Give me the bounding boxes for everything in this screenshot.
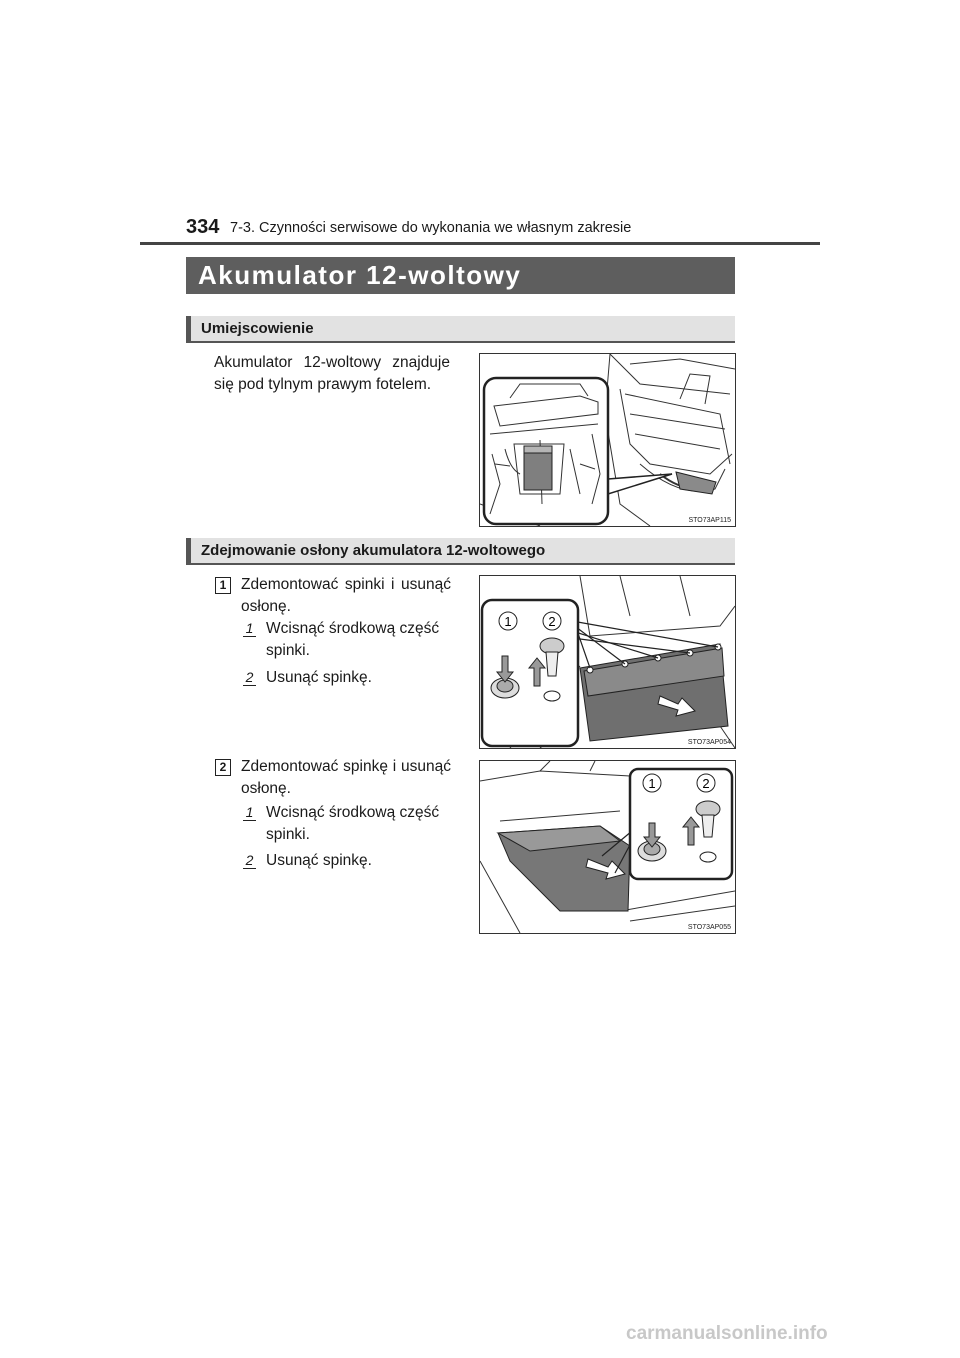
clip-removal-illustration-2 <box>480 761 735 933</box>
header-rule <box>140 242 820 245</box>
callout-1: 1 <box>504 614 512 629</box>
substep-text: Wcisnąć środkową część spinki. <box>266 804 440 843</box>
step-2-text: Zdemontować spinkę i usunąć osłonę. <box>241 758 451 797</box>
figure-code: STO73AP115 <box>688 517 731 524</box>
substep-number: 1 <box>243 805 256 821</box>
clip-removal-illustration-1 <box>480 576 735 748</box>
callout-2: 2 <box>702 776 710 791</box>
figure-code: STO73AP054 <box>687 739 731 746</box>
section-heading-location: Umiejscowienie <box>186 316 735 343</box>
battery-location-illustration <box>480 354 735 526</box>
figure-battery-location <box>479 353 736 527</box>
watermark: carmanualsonline.info <box>626 1323 828 1344</box>
figure-clips-step-1 <box>479 575 736 749</box>
callout-1: 1 <box>648 776 656 791</box>
substep-text: Usunąć spinkę. <box>266 852 372 869</box>
step-number-box: 1 <box>215 577 231 594</box>
chapter-title: 7-3. Czynności serwisowe do wykonania we własnym zakresie <box>230 220 632 236</box>
callout-2: 2 <box>548 614 556 629</box>
page-title: Akumulator 12-woltowy <box>186 257 735 294</box>
substep-text: Usunąć spinkę. <box>266 669 372 686</box>
page-number: 334 <box>186 216 220 238</box>
step-1-text: Zdemontować spinki i usunąć osłonę. <box>241 576 451 615</box>
substep-text: Wcisnąć środkową część spinki. <box>266 620 440 659</box>
figure-code: STO73AP055 <box>687 924 731 931</box>
substep-number: 1 <box>243 621 256 637</box>
figure-clips-step-2 <box>479 760 736 934</box>
substep-number: 2 <box>243 670 256 686</box>
step-number-box: 2 <box>215 759 231 776</box>
location-text: Akumulator 12-woltowy znajduje się pod tylnym prawym fotelem. <box>214 354 450 393</box>
section-heading-cover-removal: Zdejmowanie osłony akumulatora 12-woltowego <box>186 538 735 565</box>
substep-number: 2 <box>243 853 256 869</box>
